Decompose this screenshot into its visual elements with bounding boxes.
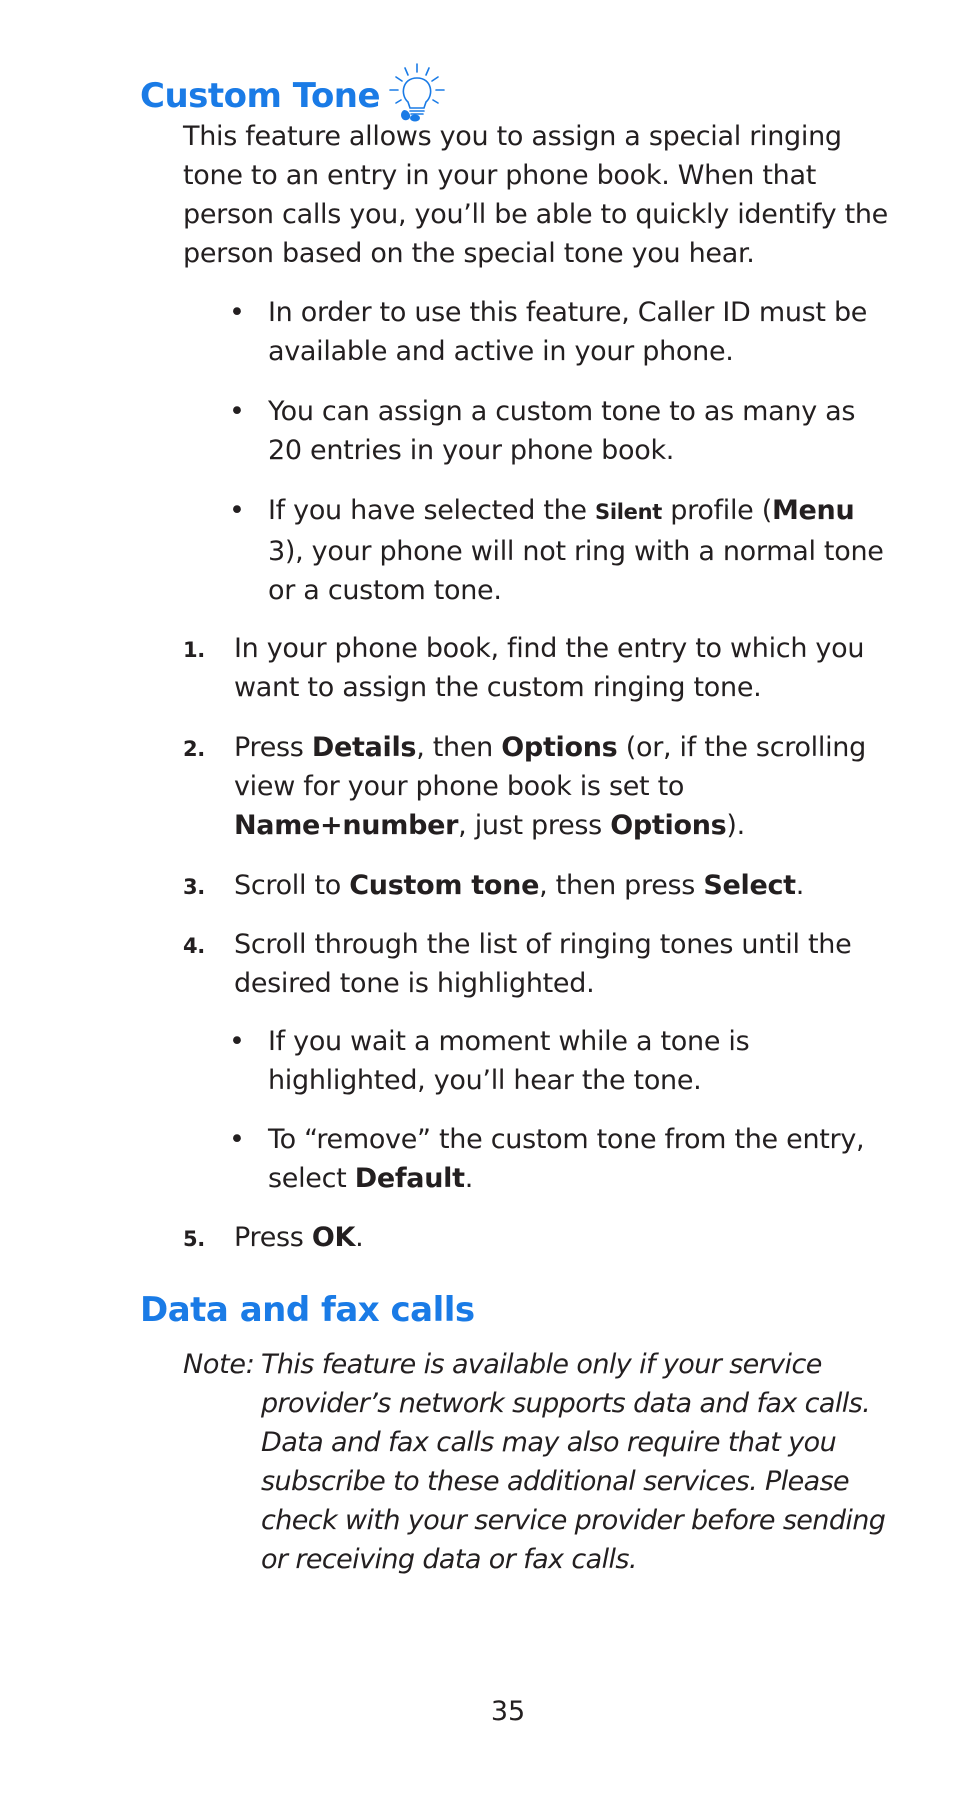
name-number-label: Name+number: [234, 810, 459, 841]
note-label: Note:: [183, 1349, 255, 1380]
ok-key-label: OK: [311, 1222, 356, 1253]
bullet-icon: •: [229, 1124, 245, 1155]
step-number: 4.: [183, 934, 205, 958]
text-run: ).: [726, 810, 745, 841]
select-key-label: Select: [703, 870, 796, 901]
options-key-label: Options: [501, 732, 618, 763]
step-text: [234, 866, 903, 907]
options-key-label: Options: [610, 810, 727, 841]
text-run: , then press: [539, 870, 704, 901]
text-run: Scroll to: [234, 870, 350, 901]
bullet-text: [268, 1120, 889, 1198]
text-run: If you have selected the: [268, 495, 596, 526]
text-run: profile (: [661, 495, 772, 526]
note-block: [183, 1345, 903, 1579]
list-item: [229, 1120, 889, 1198]
default-option-label: Default: [354, 1163, 465, 1194]
details-key-label: Details: [311, 732, 417, 763]
text-run: .: [464, 1163, 473, 1194]
text-run: , just press: [458, 810, 611, 841]
step-number: 1.: [183, 638, 205, 662]
note-text: This feature is available only if your service provider’s network supports data and fax calls. Data and fax calls may also require that you subscribe to these additional services. Please check with your service provider before sending or receiving data or fax calls.: [261, 1349, 886, 1575]
step-text: [234, 1218, 903, 1259]
bullet-icon: •: [229, 297, 245, 328]
list-item: [229, 392, 889, 470]
list-item: [229, 293, 889, 371]
menu-key-label: Menu: [771, 495, 855, 526]
bullet-icon: •: [229, 1026, 245, 1057]
list-item: [229, 491, 889, 610]
bullet-text: If you wait a moment while a tone is highlighted, you’ll hear the tone.: [268, 1026, 750, 1096]
text-run: To “remove” the custom tone from the entry, select: [268, 1124, 865, 1194]
step-item: [183, 629, 903, 707]
heading-text: Custom Tone: [140, 76, 381, 116]
bullet-text: In order to use this feature, Caller ID must be available and active in your phone.: [268, 297, 868, 367]
text-run: .: [355, 1222, 364, 1253]
text-run: Press: [234, 732, 312, 763]
bullet-text: [268, 491, 889, 610]
step-item: [183, 1218, 903, 1259]
step-number: 3.: [183, 875, 205, 899]
step-item: [183, 925, 903, 1003]
intro-paragraph: This feature allows you to assign a special ringing tone to an entry in your phone book. When that person calls you, you’ll be able to quickly identify the person based on the special tone you hear.: [183, 121, 888, 269]
section-heading-data-fax: Data and fax calls: [140, 1290, 475, 1330]
list-item: [229, 1022, 889, 1100]
step-item: [183, 728, 903, 845]
step-text: [234, 728, 903, 845]
text-run: Press: [234, 1222, 312, 1253]
text-run: 3), your phone will not ring with a normal tone or a custom tone.: [268, 536, 884, 606]
step-number: 5.: [183, 1227, 205, 1251]
bullet-text: You can assign a custom tone to as many as 20 entries in your phone book.: [268, 396, 856, 466]
text-run: , then: [416, 732, 502, 763]
custom-tone-label: Custom tone: [349, 870, 540, 901]
silent-profile-label: Silent: [595, 500, 662, 524]
bullet-icon: •: [229, 396, 245, 427]
step-number: 2.: [183, 737, 205, 761]
page-number: 35: [490, 1696, 526, 1727]
step-item: [183, 866, 903, 907]
bullet-icon: •: [229, 495, 245, 526]
step-text: In your phone book, find the entry to which you want to assign the custom ringing tone.: [234, 633, 865, 703]
step-text: Scroll through the list of ringing tones until the desired tone is highlighted.: [234, 929, 852, 999]
text-run: (or, if the scrolling view for your phone book is set to: [234, 732, 866, 802]
text-run: .: [795, 870, 805, 901]
